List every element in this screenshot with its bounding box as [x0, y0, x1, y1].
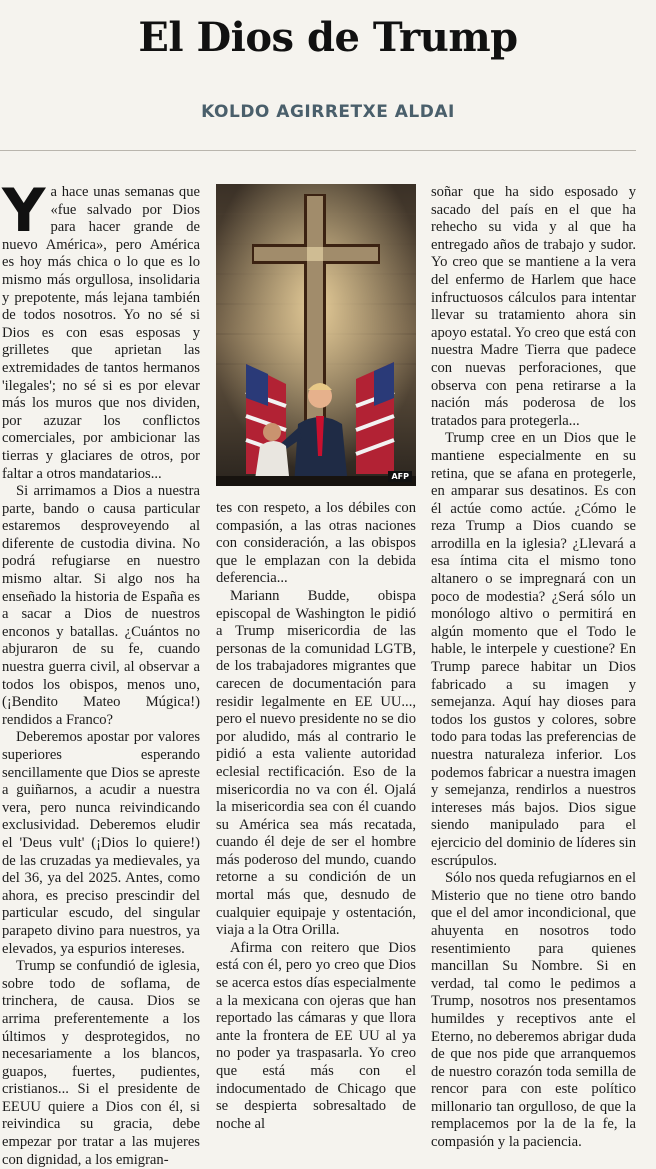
paragraph: Si arrimamos a Dios a nuestra parte, bando o causa particular estaremos desproveyendo al diferente de custodia divina. No podrá refugiarse en nuestro mismo altar. Si algo nos ha enseñado la historia de España es a sacar a Dios de nuestros enconos y batallas. ¿Cuántos no abjuraron de su fe, cuando nuestra guerra civil, al observar a todos los obispos, menos uno, (¡Bendito Mateo Múgica!) rendidos a Franco? — [2, 483, 200, 728]
headline: El Dios de Trump — [138, 14, 518, 61]
paragraph — [2, 176, 200, 483]
drop-cap: Y — [2, 176, 46, 246]
column-3 — [431, 184, 636, 1151]
paragraph: soñar que ha sido esposado y sacado del país en el que ha rehecho su vida y al que ha entregado años de trabajo y sudor. Yo creo que se mantiene a la vera del enfermo de Harlem que hace infructuosos cálculos para intentar llevar su tratamiento ahora sin apoyo estatal. Yo creo que está con nuestra Madre Tierra que padece con nuevas perforaciones, que observa con pena retirarse a la nación más poderosa de los tratados para protegerla... — [431, 184, 636, 429]
paragraph: Deberemos apostar por valores superiores esperando sencillamente que Dios se apreste a guiñarnos, a acudir a nuestra vera, pero nunca reivindicando exclusividad. Deberemos eludir el 'Deus vult' (¡Dios lo quiere!) de las cruzadas ya medievales, ya del 36, ya del 2025. Antes, como ahora, es preciso prescindir del particular escudo, del singular parapeto divino para nuestros, ya elevados, ya espurios intereses. — [2, 729, 200, 957]
paragraph: Afirma con reitero que Dios está con él, pero yo creo que Dios se acerca estos días especialmente a la mexicana con ojeras que han reportado las cámaras y que llora ante la frontera de EE UU al ya no poder ya traspasarla. Yo creo que está más con el indocumentado de Chicago que se despierta sobresaltado de noche al — [216, 939, 416, 1132]
photo-credit: AFP — [388, 471, 412, 482]
photo-illustration — [216, 184, 416, 486]
paragraph: Sólo nos queda refugiarnos en el Misterio que no tiene otro bando que el del amor incondicional, que ahuyenta en nosotros todo resentimiento para quienes mancillan Su Nombre. Si en verdad, tal como le pedimos a Trump, nosotros nos presentamos humildes y receptivos ante el Eterno, no deberemos abrigar duda de que nos pide que arranquemos de nuestro corazón toda semilla de rencor para con este político millonario tan orgulloso, de que la remplacemos por la de la fe, la compasión y la paciencia. — [431, 870, 636, 1151]
paragraph-text: a hace unas semanas que «fue salvado por Dios para hacer grande de nuevo América», pero América es hoy más chica o lo que es lo mismo más orgullosa, insolidaria y prepotente, más lejana también de todos nosotros. Yo no sé si Dios es con esas esposas y grilletes que aprietan las extremidades de tantos hermanos 'ilegales'; no sé si es por elevar más los muros que nos dividen, por azuzar los conflictos comerciales, por ambicionar las tierras y glaciares de otros, por faltar a otros mandatarios... — [2, 184, 200, 482]
paragraph: Trump se confundió de iglesia, sobre todo de soflama, de trinchera, de causa. Dios se arrima preferentemente a los últimos y desprotegidos, no necesariamente a los blancos, guapos, fuertes, pudientes, cristianos... Si el presidente de EEUU quiere a Dios con él, si reivindica su gracia, debe empezar por tratar a las mujeres con dignidad, a los emigran- — [2, 958, 200, 1168]
paragraph: Trump cree en un Dios que le mantiene especialmente en su retina, que se afana en protegerle, en amparar sus desatinos. Es con él actúe como actúe. ¿Cómo le reza Trump a Dios cuando se arrodilla en la iglesia? ¿Llevará a esa íntima cita el mismo tono altanero o se impregnará con un poco de modestia? ¿Será sólo un monólogo altivo o permitirá en algún momento que el Todo le hable, le interpele y cuestione? En Trump parece habitar un Dios fabricado a su imagen y semejanza. Aquí hay dioses para todos los gustos y colores, sobre todo para todas las preferencias de nuestra naturaleza inferior. Los podemos fabricar a nuestra imagen y semejanza, rendirlos a nuestros intereses más bajos. Dios sigue siendo manipulado para el ejercicio del dominio de líderes sin escrúpulos. — [431, 430, 636, 869]
column-1 — [2, 176, 200, 1168]
paragraph: Mariann Budde, obispa episcopal de Washington le pidió a Trump misericordia de las personas de la comunidad LGTB, de los trabajadores migrantes que carecen de documentación para residir legalmente en EE UU..., pero el nuevo presidente no se dio por aludido, más al contrario le pidió a esta valiente autoridad eclesial rectificación. Eso de la misericordia no va con él. Ojalá la misericordia sea con él cuando su América sea más recatada, cuando él deje de ser el hombre más poderoso del mundo, cuando retorne a su condición de un mortal más que, desnudo de cualquier equipaje y ostentación, viaja a la Otra Orilla. — [216, 587, 416, 939]
flag-right — [356, 362, 394, 474]
column-2 — [216, 500, 416, 1132]
byline: KOLDO AGIRRETXE ALDAI — [201, 102, 455, 122]
paragraph: tes con respeto, a los débiles con compasión, a las otras naciones con consideración, a las obispos que le emplazan con la debida deferencia... — [216, 500, 416, 587]
article-photo — [216, 184, 416, 486]
divider — [0, 150, 636, 151]
